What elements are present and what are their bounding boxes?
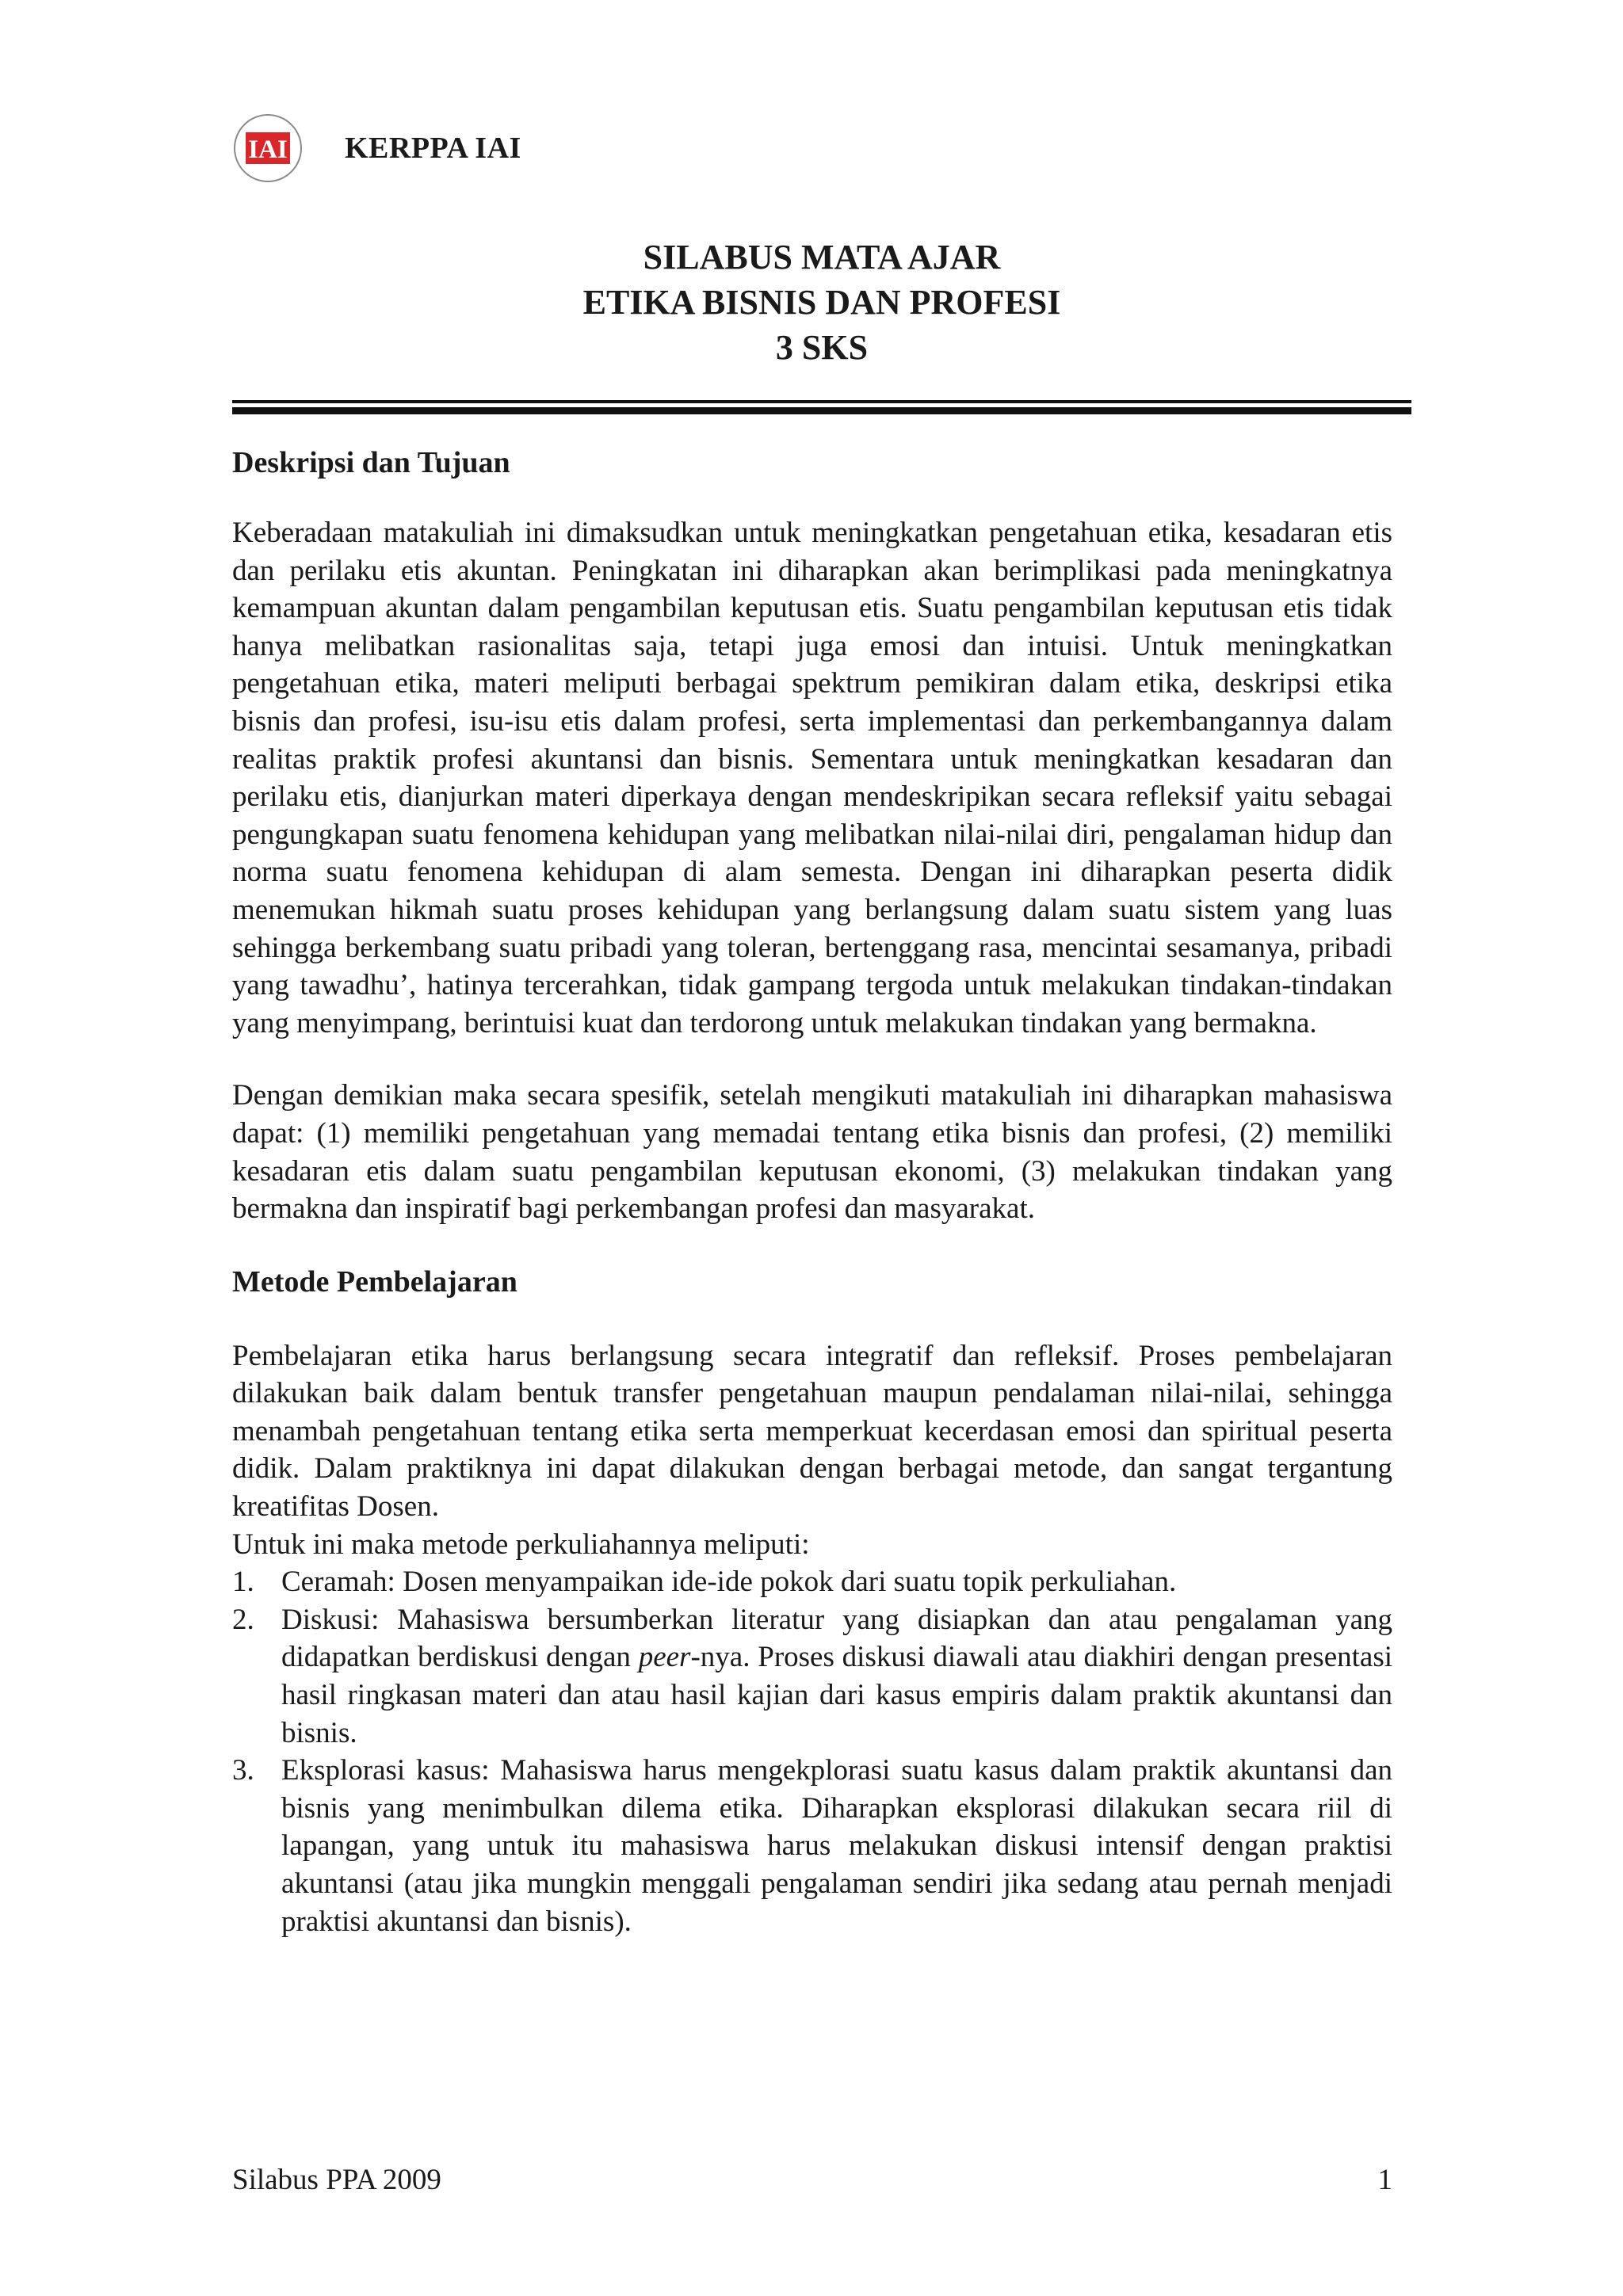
- paragraph-metode-intro: Untuk ini maka metode perkuliahannya meliputi:: [232, 1527, 810, 1561]
- list-item: [232, 1601, 1392, 1752]
- title-line-2: ETIKA BISNIS DAN PROFESI: [582, 283, 1061, 322]
- methods-list: [232, 1563, 1392, 1940]
- iai-logo: [232, 113, 304, 184]
- paragraph-deskripsi-1: Keberadaan matakuliah ini dimaksudkan untuk meningkatkan pengetahuan etika, kesadaran etis dan perilaku etis akuntan. Peningkatan ini diharapkan akan berimplikasi pada meningkatnya kemampuan akuntan dalam pengambilan keputusan etis. Suatu pengambilan keputusan etis tidak hanya melibatkan rasionalitas saja, tetapi juga emosi dan intuisi. Untuk meningkatkan pengetahuan etika, materi meliputi berbagai spektrum pemikiran dalam etika, deskripsi etika bisnis dan profesi, isu-isu etis dalam profesi, serta implementasi dan perkembangannya dalam realitas praktik profesi akuntansi dan bisnis. Sementara untuk meningkatkan kesadaran dan perilaku etis, dianjurkan materi diperkaya dengan mendeskripikan secara refleksif yaitu sebagai pengungkapan suatu fenomena kehidupan yang melibatkan nilai-nilai diri, pengalaman hidup dan norma suatu fenomena kehidupan di alam semesta. Dengan ini diharapkan peserta didik menemukan hikmah suatu proses kehidupan yang berlangsung dalam suatu sistem yang luas sehingga berkembang suatu pribadi yang toleran, bertenggang rasa, mencintai sesamanya, pribadi yang tawadhu’, hatinya tercerahkan, tidak gampang tergoda untuk melakukan tindakan-tindakan yang menyimpang, berintuisi kuat dan terdorong untuk melakukan tindakan yang bermakna.: [232, 517, 1392, 1039]
- title-line-3: 3 SKS: [775, 328, 869, 367]
- org-name: KERPPA IAI: [345, 132, 521, 165]
- list-item-text: Ceramah: Dosen menyampaikan ide-ide pokok dari suatu topik perkuliahan.: [281, 1566, 1177, 1599]
- paragraph-deskripsi-2: Dengan demikian maka secara spesifik, setelah mengikuti matakuliah ini diharapkan mahasiswa dapat: (1) memiliki pengetahuan yang memadai tentang etika bisnis dan profesi, (2) memiliki kesadaran etis dalam suatu pengambilan keputusan ekonomi, (3) melakukan tindakan yang bermakna dan inspiratif bagi perkembangan profesi dan masyarakat.: [232, 1079, 1392, 1226]
- page-footer: [232, 2163, 1392, 2197]
- document-title: [232, 235, 1411, 370]
- section-heading-metode: Metode Pembelajaran: [232, 1264, 517, 1299]
- list-item-text: Eksplorasi kasus: Mahasiswa harus mengekplorasi suatu kasus dalam praktik akuntansi dan bisnis yang menimbulkan dilema etika. Diharapkan eksplorasi dilakukan secara riil di lapangan, yang untuk itu mahasiswa harus melakukan diskusi intensif dengan praktisi akuntansi (atau jika mungkin menggali pengalaman sendiri jika sedang atau pernah menjadi praktisi akuntansi dan bisnis).: [281, 1754, 1392, 1938]
- page-header: [232, 111, 521, 185]
- title-rule-thick: [232, 407, 1411, 414]
- footer-label: Silabus PPA 2009: [232, 2164, 441, 2196]
- page-number: 1: [1377, 2164, 1392, 2196]
- list-item-text-part: Diskusi: Mahasiswa bersumberkan literatur yang disiapkan dan atau pengalaman yang didapatkan berdiskusi dengan: [281, 1603, 1392, 1674]
- title-line-1: SILABUS MATA AJAR: [643, 238, 1001, 277]
- list-item-text-part: -nya. Proses diskusi diawali atau diakhiri dengan presentasi hasil ringkasan materi dan atau hasil kajian dari kasus empiris dalam praktik akuntansi dan bisnis.: [281, 1641, 1392, 1749]
- list-item-text: [281, 1604, 1392, 1749]
- list-item: [232, 1752, 1392, 1940]
- title-rule-thin: [232, 400, 1411, 403]
- document-body: [232, 444, 1392, 1940]
- section-heading-deskripsi: Deskripsi dan Tujuan: [232, 446, 510, 479]
- list-item-number: 3.: [232, 1754, 254, 1787]
- logo-text: IAI: [248, 135, 288, 164]
- list-item-number: 1.: [232, 1566, 254, 1599]
- paragraph-metode-1: Pembelajaran etika harus berlangsung secara integratif dan refleksif. Proses pembelajaran dilakukan baik dalam bentuk transfer pengetahuan maupun pendalaman nilai-nilai, sehingga menambah pengetahuan tentang etika serta memperkuat kecerdasan emosi dan spiritual peserta didik. Dalam praktiknya ini dapat dilakukan dengan berbagai metode, dan sangat tergantung kreatifitas Dosen.: [232, 1339, 1392, 1524]
- list-item-number: 2.: [232, 1603, 254, 1636]
- italic-term-peer: peer: [638, 1641, 691, 1674]
- list-item: [232, 1563, 1392, 1601]
